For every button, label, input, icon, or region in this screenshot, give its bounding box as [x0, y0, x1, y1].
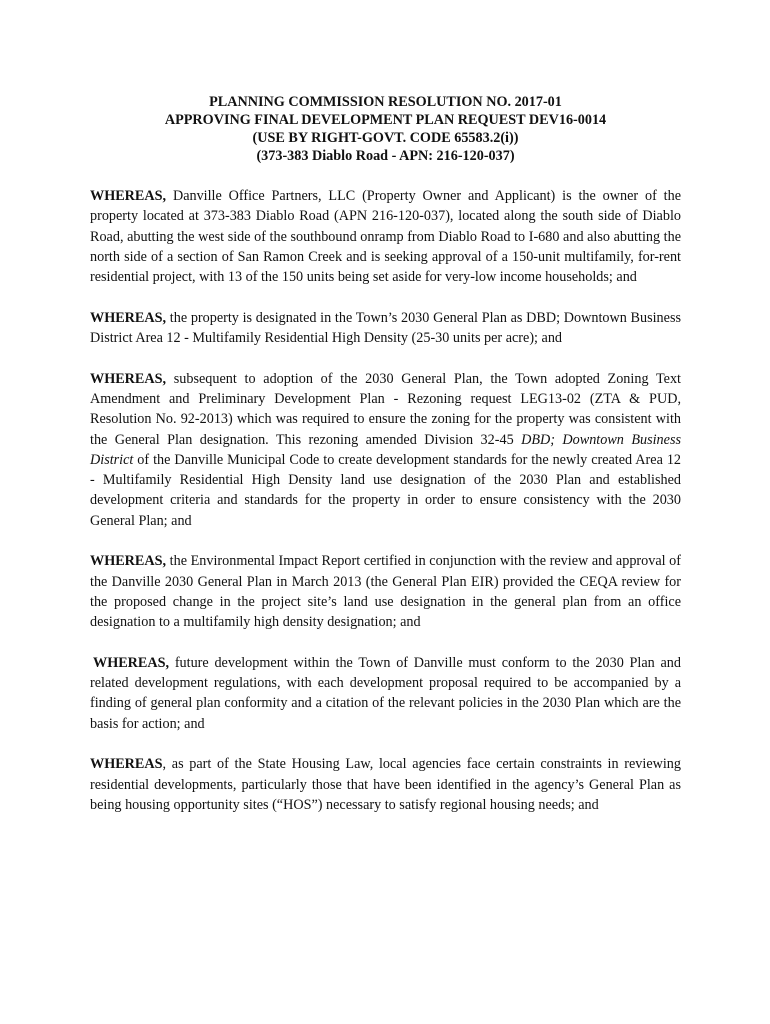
paragraph-emphasis: DBD; Downtown Business District — [90, 431, 681, 468]
paragraph-text: future development within the Town of Danville must conform to the 2030 Plan and related development regulations, with each development proposal required to be accompanied by a finding of general plan conformity and a citation of the relevant policies in the 2030 Plan which are the basis for action; and — [90, 654, 681, 732]
resolution-title — [90, 93, 681, 165]
title-line-3: (USE BY RIGHT-GOVT. CODE 65583.2(i)) — [252, 130, 519, 146]
paragraph-text: Danville Office Partners, LLC (Property Owner and Applicant) is the owner of the property located at 373-383 Diablo Road (APN 216-120-037), located along the south side of Diablo Road, abutting the west side of the southbound onramp from Diablo Road to I-680 and also abutting the north side of a section of San Ramon Creek and is seeking approval of a 150-unit multifamily, for-rent residential project, with 13 of the 150 units being set aside for very-low income households; and — [90, 188, 681, 286]
whereas-lead: WHEREAS — [90, 756, 163, 773]
title-line-2: APPROVING FINAL DEVELOPMENT PLAN REQUEST DEV16-0014 — [164, 112, 607, 128]
whereas-lead: WHEREAS, — [90, 370, 167, 387]
whereas-lead: WHEREAS, — [90, 188, 167, 204]
whereas-paragraph-6 — [90, 754, 681, 815]
paragraph-text: of the Danville Municipal Code to create development standards for the newly created Area 12 - Multifamily Residential High Density land use designation of the 2030 Plan and established development criteria and standards for the property in order to ensure consistency with the 2030 General Plan; and — [90, 451, 681, 529]
whereas-paragraph-3 — [90, 369, 681, 531]
whereas-lead: WHEREAS, — [90, 309, 167, 326]
whereas-paragraph-2 — [90, 308, 681, 349]
paragraph-text: the property is designated in the Town’s 2030 General Plan as DBD; Downtown Business District Area 12 - Multifamily Residential High Density (25-30 units per acre); and — [90, 309, 681, 347]
paragraph-text: , as part of the State Housing Law, local agencies face certain constraints in reviewing residential developments, particularly those that have been identified in the agency’s General Plan as being housing opportunity sites (“HOS”) necessary to satisfy regional housing needs; and — [90, 756, 681, 813]
document-body — [90, 186, 681, 836]
whereas-paragraph-5 — [90, 653, 681, 734]
paragraph-text: the Environmental Impact Report certified in conjunction with the review and approval of the Danville 2030 General Plan in March 2013 (the General Plan EIR) provided the CEQA review for the proposed change in the project site’s land use designation in the general plan from an office designation to a multifamily high density designation; and — [90, 553, 681, 631]
paragraph-text: subsequent to adoption of the 2030 General Plan, the Town adopted Zoning Text Amendment and Preliminary Development Plan - Rezoning request LEG13-02 (ZTA & PUD, Resolution No. 92-2013) which was required to ensure the zoning for the property was consistent with the General Plan designation. This rezoning amended Division 32-45 — [90, 370, 681, 448]
whereas-lead: WHEREAS, — [93, 654, 170, 671]
whereas-paragraph-1 — [90, 186, 681, 287]
whereas-paragraph-4 — [90, 551, 681, 632]
title-line-1: PLANNING COMMISSION RESOLUTION NO. 2017-01 — [209, 94, 562, 110]
title-line-4: (373-383 Diablo Road - APN: 216-120-037) — [256, 148, 515, 164]
whereas-lead: WHEREAS, — [90, 553, 167, 570]
